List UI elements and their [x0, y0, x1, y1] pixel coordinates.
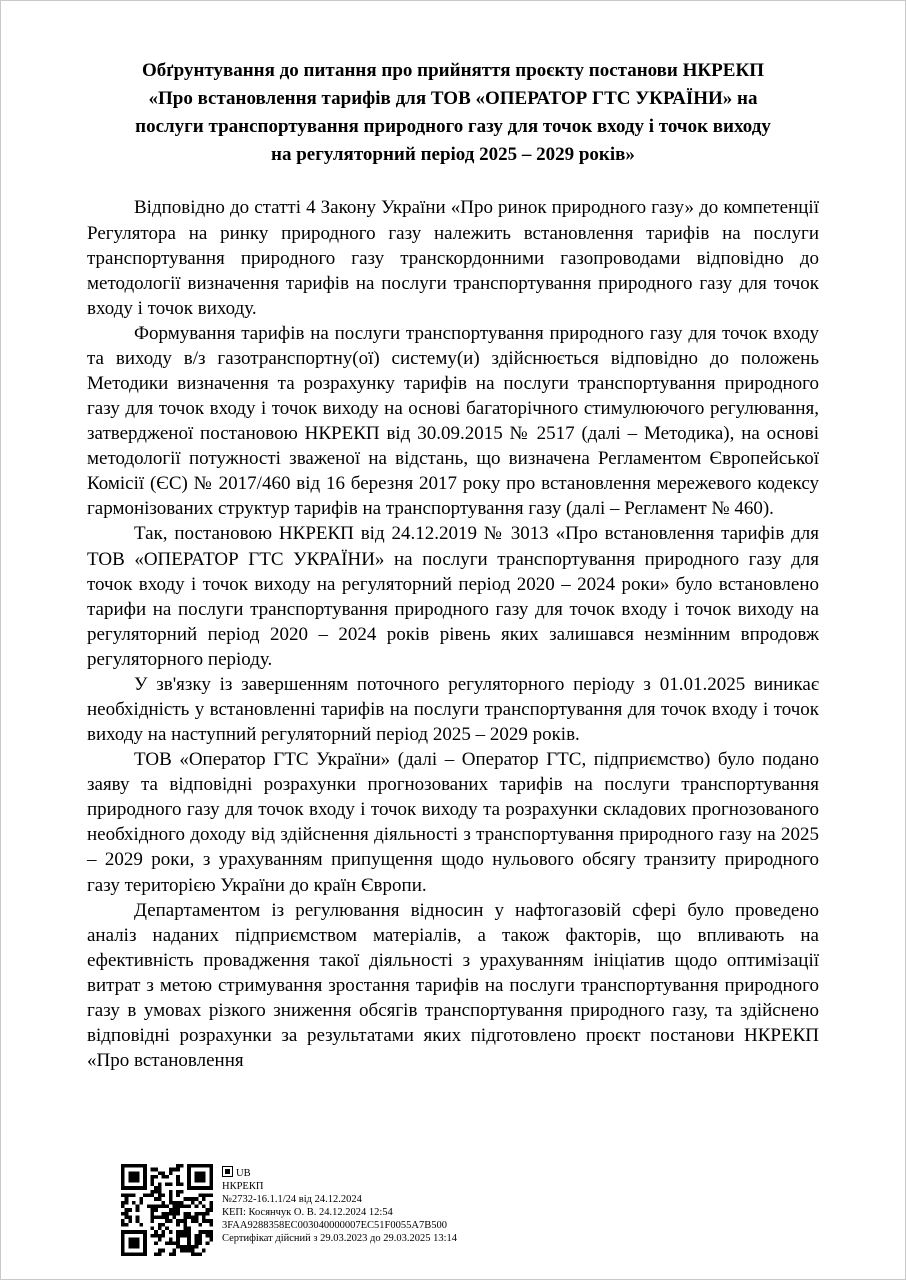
stamp-org-label-line	[222, 1166, 457, 1180]
paragraph-2: Формування тарифів на послуги транспортування природного газу для точок входу та виходу в/з газотранспортну(ої) систему(и) здійснюється відповідно до положень Методики визначення та розрахунку тарифів на послуги транспортування природного газу для точок входу і точок виходу на основі багаторічного стимулюючого регулювання, затвердженої постановою НКРЕКП від 30.09.2015 № 2517 (далі – Методика), на основі методології потужності зваженої на відстань, що визначена Регламентом Європейської Комісії (ЄС) № 2017/460 від 16 березня 2017 року про встановлення мережевого кодексу гармонізованих структур тарифів на транспортування газу (далі – Регламент № 460).	[87, 322, 819, 520]
document-title: Обґрунтування до питання про прийняття проєкту постанови НКРЕКП «Про встановлення тарифів для ТОВ «ОПЕРАТОР ГТС УКРАЇНИ» на послуги транспортування природного газу для точок входу і точок виходу на регуляторний період 2025 – 2029 років»	[135, 60, 771, 166]
paragraph-1: Відповідно до статті 4 Закону України «Про ринок природного газу» до компетенції Регулятора на ринку природного газу належить встановлення тарифів на послуги транспортування природного газу транскордонними газопроводами відповідно до методології визначення тарифів на послуги транспортування природного газу для точок входу і точок виходу.	[87, 197, 819, 319]
signature-stamp	[121, 1164, 457, 1256]
qr-code-icon	[121, 1164, 213, 1256]
document-body	[87, 195, 819, 1073]
stamp-square-icon	[222, 1166, 233, 1177]
stamp-certificate: Сертифікат дійсний з 29.03.2023 до 29.03.2025 13:14	[222, 1233, 458, 1245]
stamp-org-label: UB	[236, 1168, 251, 1179]
stamp-doc-number: №2732-16.1.1/24 від 24.12.2024	[222, 1194, 362, 1206]
stamp-hash: 3FAA9288358EC003040000007EC51F0055A7B500	[222, 1220, 447, 1232]
stamp-org: НКРЕКП	[222, 1181, 264, 1193]
paragraph-5: ТОВ «Оператор ГТС України» (далі – Оператор ГТС, підприємство) було подано заяву та відповідні розрахунки прогнозованих тарифів на послуги транспортування природного газу для точок входу і точок виходу та розрахунки складових прогнозованого необхідного доходу від здійснення діяльності з транспортування природного газу на 2025 – 2029 роки, з урахуванням припущення щодо нульового обсягу транзиту природного газу територією України до країн Європи.	[87, 749, 819, 896]
stamp-signature: КЕП: Косянчук О. В. 24.12.2024 12:54	[222, 1207, 393, 1219]
stamp-text	[222, 1164, 457, 1245]
paragraph-6: Департаментом із регулювання відносин у нафтогазовій сфері було проведено аналіз наданих підприємством матеріалів, а також факторів, що впливають на ефективність провадження такої діяльності з урахуванням ініціатив щодо оптимізації витрат з метою стримування зростання тарифів на послуги транспортування природного газу в умовах різкого зниження обсягів транспортування природного газу, та здійснено відповідні розрахунки за результатами яких підготовлено проєкт постанови НКРЕКП «Про встановлення	[87, 899, 819, 1072]
paragraph-3: Так, постановою НКРЕКП від 24.12.2019 № 3013 «Про встановлення тарифів для ТОВ «ОПЕРАТОР ГТС УКРАЇНИ» на послуги транспортування природного газу для точок входу і точок виходу на регуляторний період 2020 – 2024 роки» було встановлено тарифи на послуги транспортування природного газу для точок входу і точок виходу на регуляторний період 2020 – 2024 років рівень яких залишався незмінним впродовж регуляторного періоду.	[87, 523, 819, 670]
paragraph-4: У зв'язку із завершенням поточного регуляторного періоду з 01.01.2025 виникає необхідність у встановленні тарифів на послуги транспортування для точок входу і точок виходу на наступний регуляторний період 2025 – 2029 років.	[87, 673, 819, 746]
